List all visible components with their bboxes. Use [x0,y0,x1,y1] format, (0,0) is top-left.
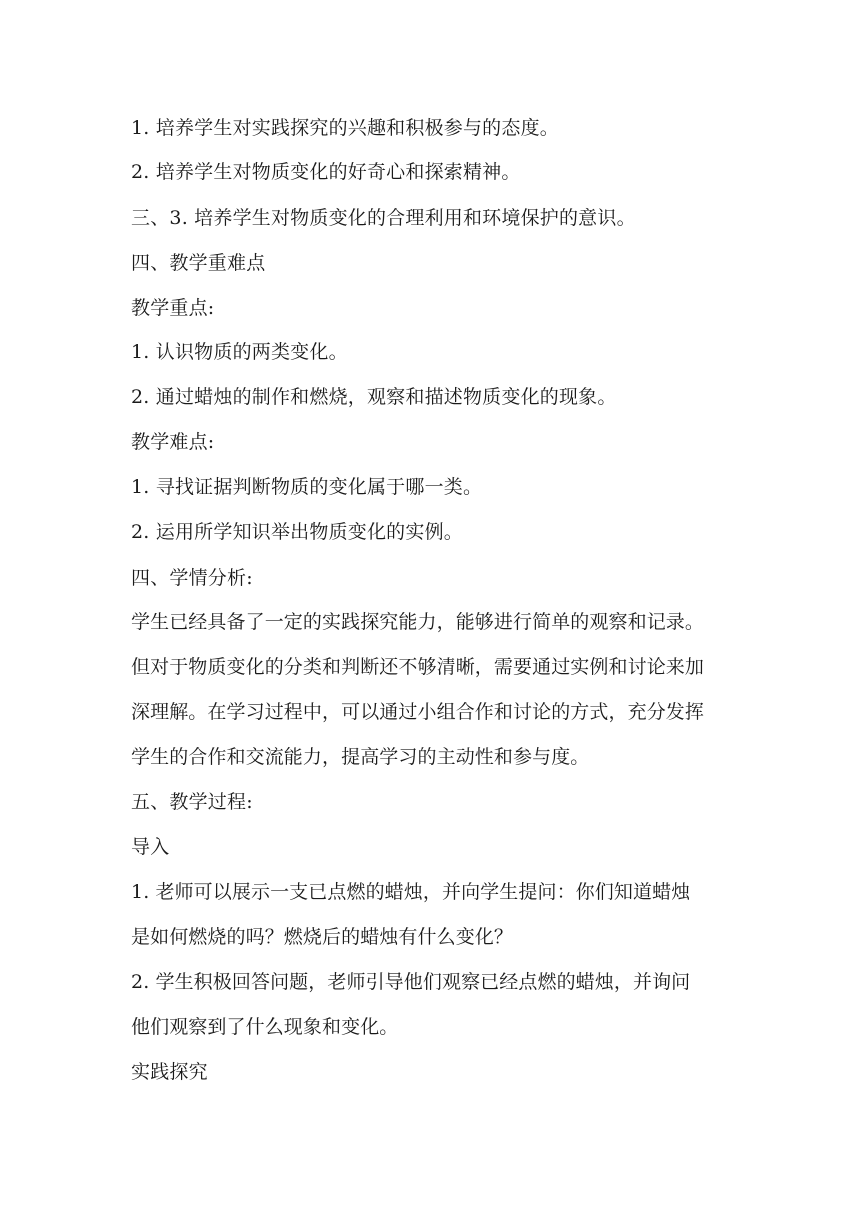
subheading: 教学重点: [131,297,215,319]
section-heading: 四、教学重难点 [131,252,266,274]
paragraph-line: 是如何燃烧的吗？燃烧后的蜡烛有什么变化？ [131,926,514,948]
text-line: 2. 通过蜡烛的制作和燃烧，观察和描述物质变化的现象。 [131,386,617,408]
text-line: 1. 寻找证据判断物质的变化属于哪一类。 [131,476,483,498]
subheading: 导入 [131,836,170,858]
paragraph-line: 学生的合作和交流能力，提高学习的主动性和参与度。 [131,746,590,768]
subheading: 实践探究 [131,1061,208,1083]
paragraph-line: 学生已经具备了一定的实践探究能力，能够进行简单的观察和记录。 [131,611,705,633]
text-line: 2. 培养学生对物质变化的好奇心和探索精神。 [131,161,521,183]
section-heading: 五、教学过程: [131,791,253,813]
paragraph-line: 他们观察到了什么现象和变化。 [131,1016,399,1038]
section-heading: 四、学情分析: [131,567,253,589]
text-line: 1. 培养学生对实践探究的兴趣和积极参与的态度。 [131,117,559,139]
text-line: 1. 认识物质的两类变化。 [131,341,348,363]
paragraph-line: 1. 老师可以展示一支已点燃的蜡烛，并向学生提问：你们知道蜡烛 [131,881,691,903]
paragraph-line: 深理解。在学习过程中，可以通过小组合作和讨论的方式，充分发挥 [131,701,705,723]
text-line: 2. 运用所学知识举出物质变化的实例。 [131,521,463,543]
paragraph-line: 但对于物质变化的分类和判断还不够清晰，需要通过实例和讨论来加 [131,656,705,678]
paragraph-line: 2. 学生积极回答问题，老师引导他们观察已经点燃的蜡烛，并询问 [131,971,691,993]
text-line: 三、3. 培养学生对物质变化的合理利用和环境保护的意识。 [131,207,636,229]
subheading: 教学难点: [131,431,215,453]
